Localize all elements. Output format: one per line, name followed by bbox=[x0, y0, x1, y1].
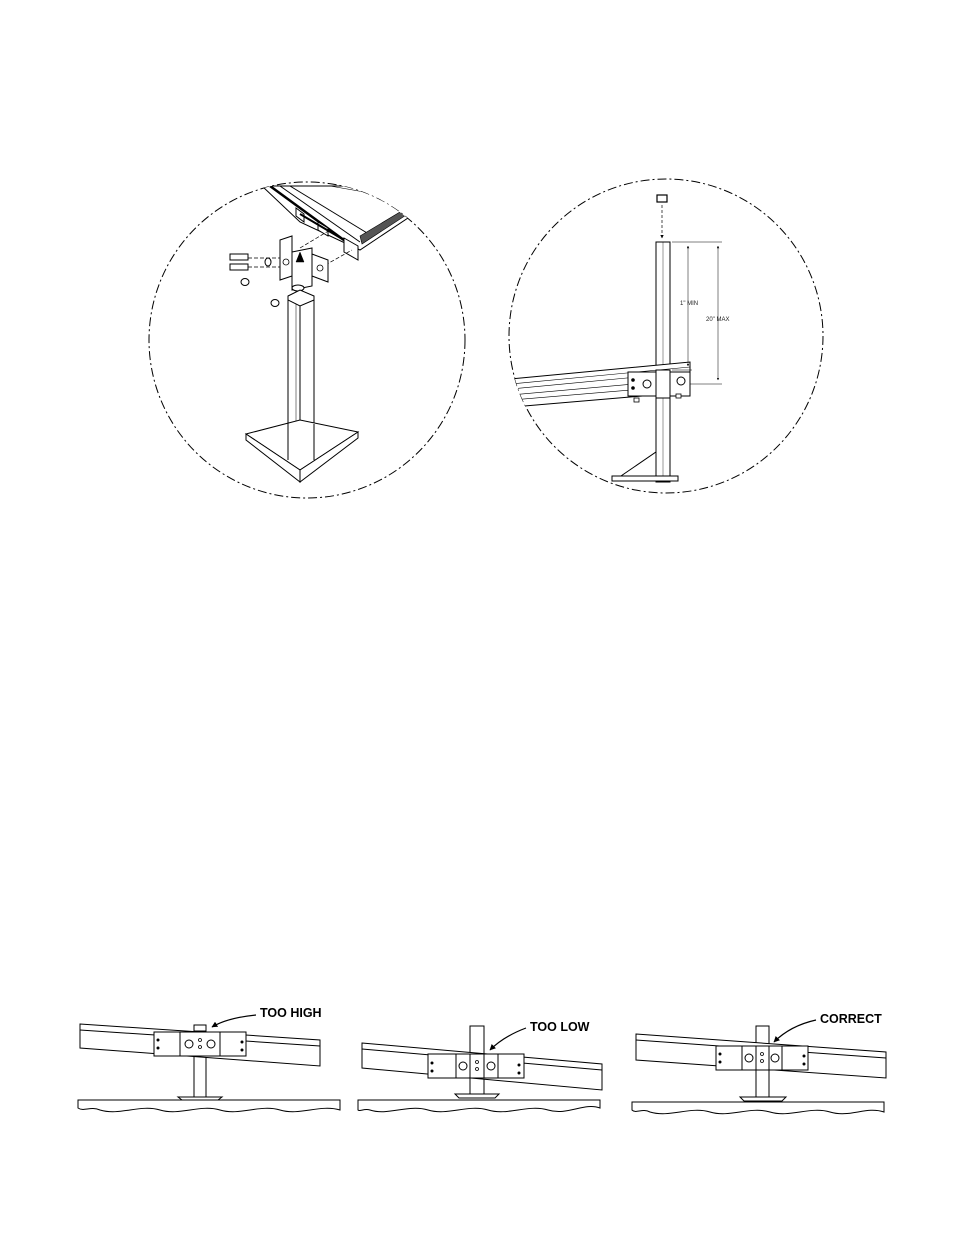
example-too-high bbox=[78, 1006, 340, 1112]
post-too-high-icon bbox=[78, 1015, 340, 1112]
post-too-low-icon bbox=[358, 1026, 602, 1112]
dim-min-label: 1" MIN bbox=[680, 301, 699, 307]
example-correct bbox=[632, 1012, 886, 1114]
dim-max-label: 20" MAX bbox=[706, 317, 730, 323]
exploded-assembly-icon bbox=[230, 186, 420, 482]
too-high-label: TOO HIGH bbox=[260, 1006, 322, 1020]
exploded-assembly-detail bbox=[149, 182, 465, 498]
example-too-low bbox=[358, 1020, 602, 1112]
correct-label: CORRECT bbox=[820, 1012, 882, 1026]
post-height-icon bbox=[500, 195, 722, 482]
post-correct-icon bbox=[632, 1020, 886, 1114]
post-height-detail bbox=[500, 179, 823, 493]
too-low-label: TOO LOW bbox=[530, 1020, 590, 1034]
